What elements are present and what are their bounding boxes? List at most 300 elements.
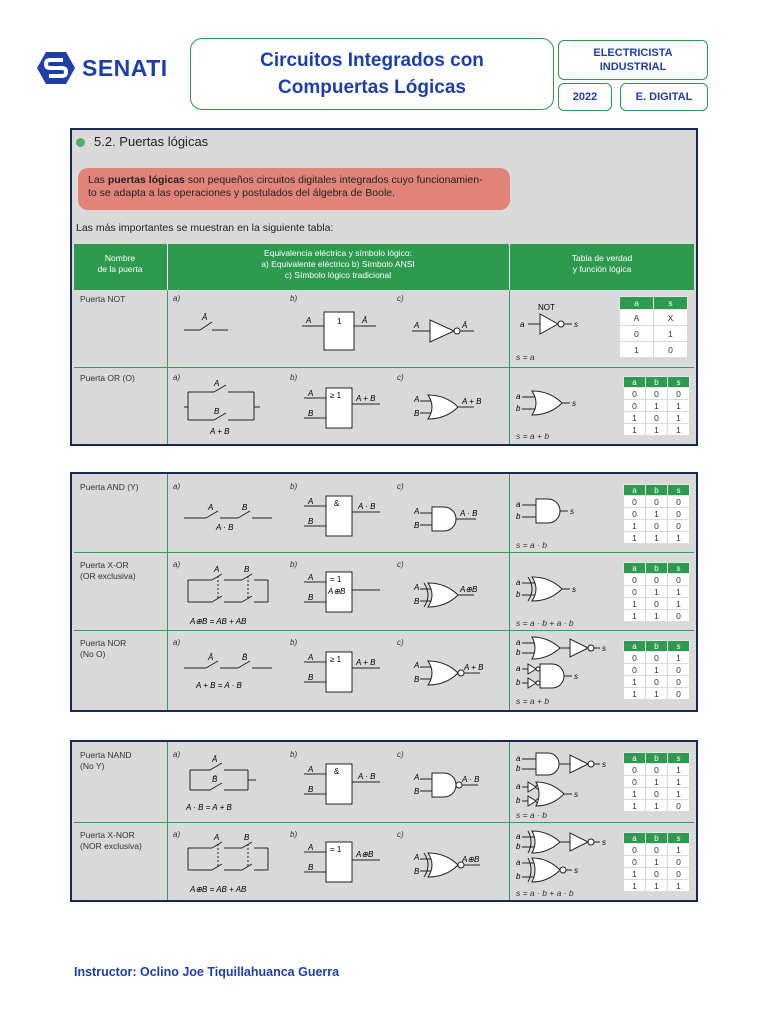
xor-ansi-symbol (304, 570, 384, 614)
svg-text:B: B (214, 407, 220, 416)
xor-gate-icon (516, 574, 586, 604)
table-row (624, 800, 690, 812)
tt-cell: 1 (624, 688, 646, 700)
or-ansi-label: ≥ 1 (330, 391, 342, 400)
table-row (624, 676, 690, 688)
svg-text:A: A (214, 566, 220, 574)
xnor-traditional-symbol (412, 850, 492, 880)
tt-cell: 0 (624, 776, 646, 788)
sub-a: a) (173, 482, 181, 491)
or-ansi-symbol (304, 386, 384, 430)
tt-cell: 0 (646, 788, 668, 800)
tt-cell: 0 (668, 800, 690, 812)
not-ansi-label: 1 (337, 317, 342, 326)
and-output-label: A · B (358, 502, 376, 511)
or-traditional-symbol (412, 392, 492, 422)
svg-text:s: s (602, 838, 606, 847)
xor-output-label-c: A⊕B (460, 585, 478, 594)
sub-c: c) (397, 373, 404, 382)
header-col-truth: Tabla de verdad y función lógica (571, 253, 633, 274)
tt-cell: 1 (624, 880, 646, 892)
tt-cell: 1 (624, 598, 646, 610)
or-truth-table (623, 376, 690, 436)
svg-text:b: b (516, 764, 521, 773)
xor-equation: A⊕B = AB + AB (190, 617, 247, 626)
svg-text:B: B (244, 834, 250, 842)
tt-cell: 0 (646, 764, 668, 776)
svg-text:a: a (516, 782, 521, 791)
not-ansi-symbol (302, 310, 382, 352)
table-row (624, 412, 690, 424)
year-tag: 2022 (558, 83, 612, 111)
svg-text:B: B (414, 597, 420, 606)
svg-text:A: A (308, 497, 314, 506)
tt-cell: 1 (668, 776, 690, 788)
svg-text:b: b (516, 796, 521, 805)
tt-head: b (646, 641, 668, 652)
table-row (624, 880, 690, 892)
tt-cell: 0 (624, 764, 646, 776)
not-function: s = a (516, 352, 535, 362)
tt-cell: 1 (624, 412, 646, 424)
and-truth-table (623, 484, 690, 544)
tt-cell: 0 (668, 688, 690, 700)
tt-head: b (646, 833, 668, 844)
nand-ansi-symbol (304, 762, 384, 806)
intro-text-a: Las (88, 174, 108, 186)
or-switch-diagram (184, 380, 264, 440)
tt-head: a (624, 485, 646, 496)
header-col-name: Nombre de la puerta (97, 253, 143, 274)
svg-text:B: B (308, 517, 314, 526)
sub-b: b) (290, 294, 298, 303)
tt-head: b (646, 563, 668, 574)
sub-a: a) (173, 638, 181, 647)
tt-cell: 1 (624, 424, 646, 436)
tt-head: s (668, 377, 690, 388)
table-row (620, 342, 688, 358)
svg-text:A · B: A · B (216, 523, 234, 532)
nor-equation: A + B = A · B (196, 681, 242, 690)
svg-text:A: A (414, 507, 420, 516)
tt-cell: 0 (646, 496, 668, 508)
title-box (190, 38, 554, 110)
and-gate-icon (516, 496, 586, 526)
svg-text:s: s (574, 866, 578, 875)
svg-text:b: b (516, 678, 521, 687)
tt-cell: 0 (668, 388, 690, 400)
not-gate-icon (516, 302, 586, 342)
tt-cell: 1 (646, 880, 668, 892)
svg-text:B: B (308, 409, 314, 418)
section-heading: 5.2. Puertas lógicas (94, 134, 209, 149)
svg-text:A: A (414, 583, 420, 592)
svg-text:s: s (602, 760, 606, 769)
or-output-label-c: A + B (462, 397, 482, 406)
tt-cell: 1 (668, 598, 690, 610)
tt-cell: 0 (668, 610, 690, 622)
svg-text:A: A (414, 395, 420, 404)
tt-cell: 1 (624, 788, 646, 800)
svg-text:A: A (414, 661, 420, 670)
gate-name-and: Puerta AND (Y) (80, 482, 139, 492)
tt-cell: 1 (624, 532, 646, 544)
nor-ansi-symbol (304, 650, 384, 694)
tt-cell: 0 (624, 856, 646, 868)
svg-text:B̄: B̄ (212, 775, 218, 784)
table-row (624, 400, 690, 412)
svg-text:Ā: Ā (462, 321, 468, 330)
tt-cell: 0 (624, 496, 646, 508)
tt-cell: 1 (646, 508, 668, 520)
xor-ansi-label: = 1 (330, 575, 342, 584)
tt-cell: 1 (624, 610, 646, 622)
tt-cell: 1 (668, 652, 690, 664)
sub-c: c) (397, 830, 404, 839)
svg-text:A: A (308, 389, 314, 398)
svg-text:A: A (308, 843, 314, 852)
tt-cell: 1 (646, 610, 668, 622)
table-row (624, 388, 690, 400)
not-gate-label: NOT (538, 303, 555, 312)
tt-cell: 1 (668, 844, 690, 856)
tt-cell: A (620, 310, 654, 326)
table-row (624, 788, 690, 800)
table-row (624, 652, 690, 664)
nand-function: s = a · b (516, 810, 547, 820)
sub-b: b) (290, 750, 298, 759)
tt-cell: 1 (668, 880, 690, 892)
gate-name-xnor: Puerta X-NOR (NOR exclusiva) (80, 830, 142, 851)
svg-text:b: b (516, 590, 521, 599)
tt-head: a (624, 833, 646, 844)
header-col2-line2: a) Equivalente eléctrico b) Símbolo ANSI (261, 259, 415, 269)
and-switch-diagram (184, 502, 274, 532)
svg-text:A: A (208, 503, 214, 512)
svg-text:B: B (308, 593, 314, 602)
and-traditional-symbol (412, 504, 492, 534)
and-ansi-label: & (334, 499, 340, 508)
svg-text:A: A (308, 573, 314, 582)
svg-text:s: s (572, 585, 576, 594)
table-row (624, 664, 690, 676)
tt-cell: 1 (646, 688, 668, 700)
tt-cell: 1 (668, 586, 690, 598)
svg-text:A: A (214, 380, 220, 388)
gate-name-nor: Puerta NOR (No O) (80, 638, 127, 659)
nor-truth-table (623, 640, 690, 700)
tt-cell: 0 (624, 400, 646, 412)
table-row (624, 598, 690, 610)
xnor-gate-icon (516, 828, 636, 886)
svg-text:a: a (516, 500, 521, 509)
svg-text:B: B (414, 675, 420, 684)
sub-a: a) (173, 294, 181, 303)
tt-cell: 0 (668, 676, 690, 688)
header-col2-line1: Equivalencia eléctrica y símbolo lógico: (264, 248, 412, 258)
sub-c: c) (397, 750, 404, 759)
title-line-1: Circuitos Integrados con (260, 50, 484, 71)
table-row (624, 424, 690, 436)
and-function: s = a · b (516, 540, 547, 550)
tt-cell: 0 (620, 326, 654, 342)
table-row (624, 520, 690, 532)
tt-head: s (668, 833, 690, 844)
xor-truth-table (623, 562, 690, 622)
gate-name-not: Puerta NOT (80, 294, 126, 304)
table-row (620, 326, 688, 342)
intro-callout (78, 168, 510, 210)
not-truth-table (619, 296, 688, 358)
tt-cell: 0 (624, 586, 646, 598)
svg-text:s: s (572, 399, 576, 408)
table-row (624, 610, 690, 622)
tt-cell: 1 (668, 764, 690, 776)
sub-c: c) (397, 560, 404, 569)
tt-cell: 0 (624, 508, 646, 520)
not-traditional-symbol (412, 316, 492, 346)
tt-head: s (668, 563, 690, 574)
and-output-label-c: A · B (460, 509, 478, 518)
svg-text:a: a (516, 754, 521, 763)
xnor-output-label: A⊕B (356, 850, 374, 859)
tt-cell: 0 (646, 520, 668, 532)
tt-head: a (620, 297, 654, 310)
sub-c: c) (397, 294, 404, 303)
nor-output-label: A + B (356, 658, 376, 667)
or-function: s = a + b (516, 431, 550, 441)
tt-cell: 0 (624, 652, 646, 664)
tt-cell: 1 (668, 788, 690, 800)
nand-gate-icon (516, 748, 636, 810)
nor-ansi-label: ≥ 1 (330, 655, 342, 664)
svg-text:A: A (308, 653, 314, 662)
or-output-label: A + B (356, 394, 376, 403)
tt-cell: 1 (624, 868, 646, 880)
svg-text:b: b (516, 512, 521, 521)
tt-cell: 0 (646, 412, 668, 424)
senati-logo (36, 48, 186, 88)
tt-cell: 0 (646, 598, 668, 610)
svg-text:A: A (414, 773, 420, 782)
svg-text:A: A (414, 853, 420, 862)
svg-text:a: a (520, 320, 525, 329)
tt-cell: 0 (624, 664, 646, 676)
tt-cell: 0 (668, 520, 690, 532)
instructor-credit: Instructor: Oclino Joe Tiquillahuanca Guerra (74, 965, 340, 979)
xnor-output-label-c: A⊕B (462, 855, 480, 864)
svg-text:s: s (570, 507, 574, 516)
tt-head: a (624, 641, 646, 652)
sub-b: b) (290, 830, 298, 839)
svg-text:a: a (516, 392, 521, 401)
tt-cell: X (654, 310, 688, 326)
tt-cell: 1 (646, 400, 668, 412)
svg-text:B: B (242, 503, 248, 512)
svg-text:B̄: B̄ (242, 653, 248, 662)
panel-2 (70, 472, 698, 712)
sub-a: a) (173, 750, 181, 759)
table-row (624, 688, 690, 700)
tt-cell: 0 (668, 508, 690, 520)
tt-cell: 0 (668, 856, 690, 868)
table-row (624, 586, 690, 598)
or-gate-icon (516, 388, 586, 418)
svg-text:A: A (308, 765, 314, 774)
tt-head: s (668, 485, 690, 496)
tt-cell: 1 (624, 800, 646, 812)
xnor-ansi-symbol (304, 840, 384, 884)
xnor-equation: A⊕B = AB + AB (190, 885, 247, 894)
tt-cell: 1 (654, 326, 688, 342)
svg-text:b: b (516, 842, 521, 851)
tt-cell: 0 (624, 388, 646, 400)
svg-text:A: A (306, 316, 312, 325)
svg-text:B: B (308, 863, 314, 872)
nand-output-label-c: A · B (462, 775, 480, 784)
tt-cell: 1 (646, 532, 668, 544)
nand-ansi-label: & (334, 767, 340, 776)
table-row (624, 856, 690, 868)
sub-a: a) (173, 830, 181, 839)
tt-cell: 0 (646, 676, 668, 688)
svg-text:a: a (516, 638, 521, 647)
sub-b: b) (290, 560, 298, 569)
nand-traditional-symbol (412, 770, 492, 800)
header-col-equivalence (168, 248, 508, 281)
xnor-truth-table (623, 832, 690, 892)
tt-cell: 0 (646, 388, 668, 400)
intro-line-2: to se adapta a las operaciones y postulados del álgebra de Boole. (88, 187, 396, 199)
xnor-ansi-label: = 1 (330, 845, 342, 854)
tt-cell: 0 (624, 574, 646, 586)
nor-output-label-c: A + B (464, 663, 484, 672)
sub-a: a) (173, 373, 181, 382)
svg-text:B: B (414, 867, 420, 876)
table-row (624, 844, 690, 856)
bullet-dot (76, 138, 85, 147)
nand-switch-diagram (182, 754, 262, 816)
nor-function: s = a + b (516, 696, 550, 706)
svg-text:b: b (516, 404, 521, 413)
tt-cell: 1 (624, 676, 646, 688)
lead-text: Las más importantes se muestran en la siguiente tabla: (76, 222, 334, 234)
svg-text:s: s (602, 644, 606, 653)
tt-head: a (624, 563, 646, 574)
tt-head: b (646, 485, 668, 496)
xnor-switch-diagram (182, 834, 278, 896)
tt-head: a (624, 753, 646, 764)
svg-text:b: b (516, 648, 521, 657)
table-row (624, 574, 690, 586)
career-tag: ELECTRICISTA INDUSTRIAL (558, 40, 708, 80)
tt-head: b (646, 753, 668, 764)
tt-cell: 1 (646, 664, 668, 676)
panel-3 (70, 740, 698, 902)
table-row (624, 532, 690, 544)
nand-equation: A · B = A + B (186, 803, 232, 812)
nor-switch-diagram (184, 652, 274, 694)
tt-cell: 0 (668, 664, 690, 676)
svg-text:a: a (516, 832, 521, 841)
xor-output-label: A⊕B (328, 587, 346, 596)
svg-text:A: A (214, 834, 220, 842)
sub-b: b) (290, 373, 298, 382)
table-row (624, 776, 690, 788)
gate-name-nand: Puerta NAND (No Y) (80, 750, 132, 771)
sub-c: c) (397, 638, 404, 647)
tt-cell: 1 (620, 342, 654, 358)
tt-cell: 1 (668, 400, 690, 412)
nand-output-label: A · B (358, 772, 376, 781)
svg-text:a: a (516, 664, 521, 673)
svg-text:a: a (516, 858, 521, 867)
xor-traditional-symbol (412, 580, 492, 610)
sub-c: c) (397, 482, 404, 491)
tt-cell: 0 (646, 652, 668, 664)
sub-b: b) (290, 482, 298, 491)
xor-function: s = a · b + a · b (516, 618, 574, 628)
tt-cell: 1 (668, 424, 690, 436)
title-line-2: Compuertas Lógicas (278, 77, 466, 98)
tt-cell: 0 (668, 574, 690, 586)
tt-cell: 1 (646, 776, 668, 788)
senati-logo-icon (36, 51, 76, 85)
tt-cell: 0 (646, 844, 668, 856)
tt-head: s (668, 753, 690, 764)
svg-text:s: s (574, 320, 578, 329)
table-row (624, 496, 690, 508)
svg-text:s: s (574, 790, 578, 799)
tt-head: b (646, 377, 668, 388)
svg-text:Ā: Ā (202, 313, 208, 322)
svg-text:A + B: A + B (210, 427, 230, 436)
svg-text:s: s (574, 672, 578, 681)
table-row (624, 868, 690, 880)
tt-cell: 1 (646, 800, 668, 812)
panel-1 (70, 128, 698, 446)
tt-cell: 0 (668, 496, 690, 508)
tt-cell: 0 (624, 844, 646, 856)
tt-cell: 0 (646, 868, 668, 880)
svg-text:A: A (414, 321, 420, 330)
sub-a: a) (173, 560, 181, 569)
tt-cell: 1 (646, 586, 668, 598)
and-ansi-symbol (304, 494, 384, 538)
tt-cell: 1 (646, 424, 668, 436)
svg-text:a: a (516, 578, 521, 587)
header-col2-line3: c) Símbolo lógico tradicional (284, 270, 392, 280)
svg-text:Ā: Ā (212, 755, 218, 764)
intro-text-b: son pequeños circuitos digitales integrados cuyo funcionamien- (184, 174, 483, 186)
sub-b: b) (290, 638, 298, 647)
tt-head: a (624, 377, 646, 388)
svg-text:Ā: Ā (208, 653, 214, 662)
svg-text:B: B (308, 785, 314, 794)
svg-text:B: B (308, 673, 314, 682)
table-row (624, 764, 690, 776)
svg-text:Ā: Ā (362, 316, 368, 325)
gate-name-or: Puerta OR (O) (80, 373, 135, 383)
table-row (624, 508, 690, 520)
xnor-function: s = a · b + a · b (516, 888, 574, 898)
course-tag: E. DIGITAL (620, 83, 708, 111)
gate-name-xor: Puerta X-OR (OR exclusiva) (80, 560, 136, 581)
nor-traditional-symbol (412, 658, 492, 688)
tt-cell: 1 (624, 520, 646, 532)
tt-cell: 1 (668, 532, 690, 544)
svg-text:B: B (414, 409, 420, 418)
